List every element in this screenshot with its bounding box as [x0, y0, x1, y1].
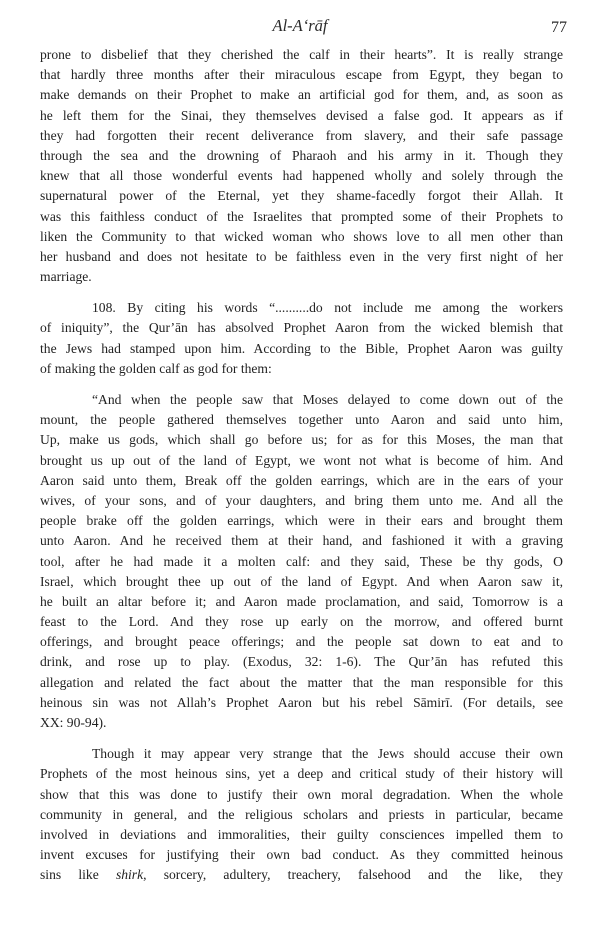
text-line: of making the golden calf as god for them: [40, 360, 272, 376]
bible-quotation [40, 390, 563, 733]
text-line: prone to disbelief that they cherished the calf in their hearts”. It is really strange [40, 47, 563, 62]
text-line: knew that all those wonderful events had happened wholly and solely through the [40, 168, 563, 184]
text-line: he built an altar before it; and Aaron made proclamation, and said, Tomorrow is a [40, 593, 563, 609]
text-segment: sins like [40, 867, 116, 883]
page-body [40, 45, 563, 886]
text-segment: , sorcery, adultery, treachery, falsehood and the like, they [143, 867, 563, 883]
text-line: involved in deviations and immoralities, their guilty consciences impelled them to [40, 826, 563, 842]
text-line: XX: 90-94). [40, 715, 107, 730]
text-line: Though it may appear very strange that the Jews should accuse their own [92, 746, 563, 762]
page-number: 77 [551, 19, 567, 36]
text-line: unto Aaron. And he received them at their hand, and fashioned it with a graving [40, 533, 563, 549]
text-line: Aaron said unto them, Break off the golden earrings, which are in the ears of your [40, 472, 563, 488]
text-line: feast to the Lord. And they rose up early on the morrow, and offered burnt [40, 614, 563, 630]
text-line: invent excuses for justifying their own bad conduct. As they committed heinous [40, 847, 563, 863]
text-line: people brake off the golden earrings, which were in their ears and brought them [40, 513, 563, 529]
running-title: Al-A‘rāf [272, 16, 328, 35]
text-line: tool, after he had made it a molten calf: and they said, These be thy gods, O [40, 553, 563, 569]
paragraph-commentary [40, 744, 563, 885]
text-line: marriage. [40, 269, 92, 285]
text-line: heinous sin was not Allah’s Prophet Aaron but his rebel Sāmirī. (For details, see [40, 694, 563, 710]
text-line: through the sea and the drowning of Pharaoh and his army in it. Though they [40, 147, 563, 163]
text-line: he left them for the Sinai, they themselves devised a false god. It appears as if [40, 107, 563, 123]
text-line: Up, make us gods, which shall go before us; for as for this Moses, the man that [40, 432, 563, 448]
text-line: brought us up out of the land of Egypt, we wont not what is become of him. And [40, 452, 563, 468]
text-line: supernatural power of the Eternal, yet they shame-facedly forgot their Allah. It [40, 188, 563, 204]
text-line: of iniquity”, the Qur’ān has absolved Prophet Aaron from the wicked blemish that [40, 320, 563, 336]
text-line: that hardly three months after their miraculous escape from Egypt, they began to [40, 67, 563, 83]
text-line: make demands on their Prophet to make an artificial god for them, and, as soon as [40, 87, 563, 103]
paragraph-note-108 [40, 298, 563, 379]
text-line: 108. By citing his words “..........do not include me among the workers [92, 300, 563, 316]
text-line: was this faithless conduct of the Israelites that prompted some of their Prophets to [40, 208, 563, 224]
text-line-final [40, 865, 563, 885]
text-line: community in general, and the religious scholars and priests in particular, became [40, 806, 563, 822]
italic-term-shirk: shirk [115, 867, 144, 883]
text-line: they had forgotten their recent deliverance from slavery, and their safe passage [40, 127, 563, 143]
page-header [0, 14, 600, 38]
paragraph-continuation [40, 45, 563, 287]
text-line: wives, of your sons, and of your daughters, and bring them unto me. And all the [40, 492, 563, 508]
text-line: offerings, and brought peace offerings; and the people sat down to eat and to [40, 634, 563, 650]
text-line: mount, the people gathered themselves together unto Aaron and said unto him, [40, 412, 563, 428]
text-line: Prophets of the most heinous sins, yet a deep and critical study of their history will [40, 766, 563, 782]
text-line: drink, and rose up to play. (Exodus, 32: 1-6). The Qur’ān has refuted this [40, 654, 563, 670]
text-line: her husband and does not hesitate to be faithless even in the very first night of her [40, 248, 563, 264]
text-line: Israel, which brought thee up out of the land of Egypt. And when Aaron saw it, [40, 573, 563, 589]
text-line: the Jews had stamped upon him. According to the Bible, Prophet Aaron was guilty [40, 340, 563, 356]
text-line: allegation and related the fact about the matter that the man responsible for this [40, 674, 563, 690]
text-line: show that this was done to justify their own moral degradation. When the whole [40, 786, 563, 802]
text-line: “And when the people saw that Moses delayed to come down out of the [92, 392, 563, 407]
text-line: liken the Community to that wicked woman who shows love to all men other than [40, 228, 563, 244]
